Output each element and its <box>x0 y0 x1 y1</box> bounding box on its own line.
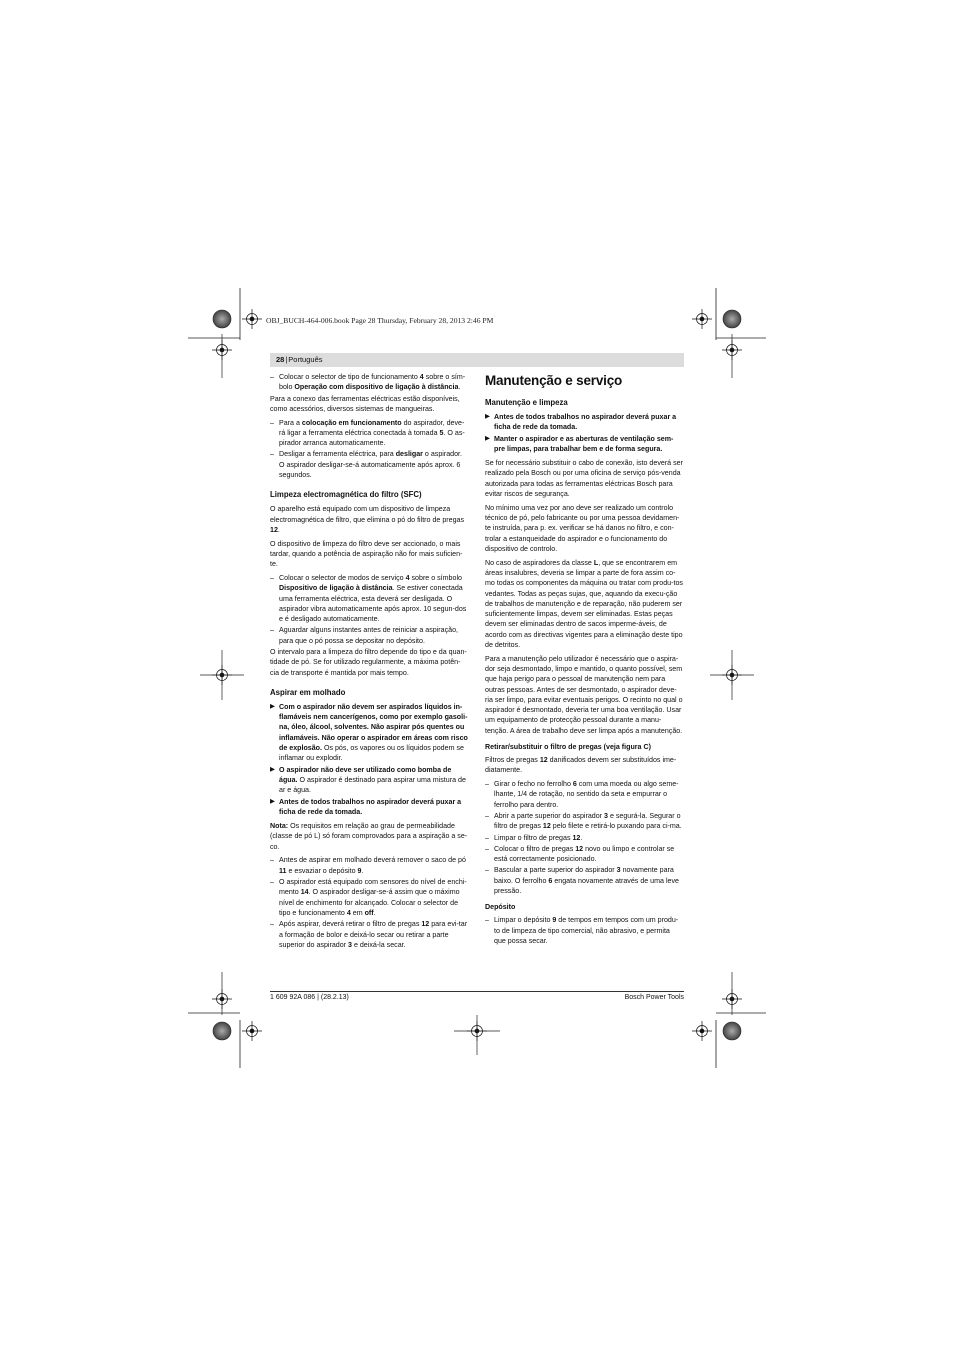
list-item: – Girar o fecho no ferrolho 6 com uma moeda ou algo seme-lhante, 1/4 de rotação, no sentido da seta e empurrar o ferrolho para dentro. <box>485 780 679 809</box>
warning-item: ▶ Manter o aspirador e as aberturas de ventilação sem-pre limpas, para trabalhar bem e de forma segura. <box>485 434 674 453</box>
list-item: – Colocar o filtro de pregas 12 novo ou limpo e controlar se está correctamente posicionado. <box>485 844 675 864</box>
dash-bullet: – <box>485 780 489 789</box>
list-item: – Colocar o selector de modos de serviço 4 sobre o símbolo Dispositivo de ligação à distância. Se estiver conectada uma ferramenta eléctrica, esta deverá ser desligada. O aspirador vibra automaticamente após aprox. 10 segun-dos e é desligado automaticamente. <box>270 573 467 624</box>
section-heading: Limpeza electromagnética do filtro (SFC) <box>270 490 422 500</box>
arrow-bullet-icon: ▶ <box>270 797 275 805</box>
right-column <box>485 372 683 947</box>
left-column <box>270 372 468 951</box>
section-heading: Aspirar em molhado <box>270 687 346 697</box>
paragraph: Para a manutenção pelo utilizador é necessário que o aspira-dor seja desmontado, limpo e mantido, o quanto possível, sem que haja perigo para o pessoal de manutenção nem para outras pessoas. Antes de ser desmontado, o aspirador deve-ria ser limpo, para evitar eventuais perigos. O recinto no qual o aspirador é desmontado, deveria ter uma boa ventilação. Usar um equipamento de protecção pessoal durante a manu-tenção. A área de trabalho deve ser limpa após a manutenção. <box>485 654 683 735</box>
warning-item: ▶ Antes de todos trabalhos no aspirador deverá puxar a ficha de rede da tomada. <box>270 797 462 816</box>
list-item: – Limpar o depósito 9 de tempos em tempos com um produ-to de limpeza de tipo comercial, não abrasivo, e permita que possa secar. <box>485 916 679 945</box>
list-item: – O aspirador está equipado com sensores do nível de enchi-mento 14. O aspirador desligar-se-á assim que o máximo nível de enchimento for alcançado. Colocar o selector de tipo e funcionamento 4 em off. <box>270 878 467 917</box>
dash-bullet: – <box>485 844 489 853</box>
dash-bullet: – <box>485 866 489 875</box>
list-item: – Limpar o filtro de pregas 12. <box>485 833 583 842</box>
paragraph: O dispositivo de limpeza do filtro deve ser accionado, o mais tardar, quando a potência de aspiração não for mais suficien-te. <box>270 539 463 569</box>
paragraph: Se for necessário substituir o cabo de conexão, isto deverá ser realizado pela Bosch ou por uma oficina de serviço pós-venda autorizada para todas as ferramentas eléctricas Bosch para evitar riscos de segurança. <box>485 459 683 499</box>
footer-document-code: 1 609 92A 086 | (28.2.13) <box>270 994 349 1001</box>
list-item: – Antes de aspirar em molhado deverá remover o saco de pó 11 e esvaziar o depósito 9. <box>270 856 466 875</box>
section-heading: Retirar/substituir o filtro de pregas (veja figura C) <box>485 743 651 752</box>
page-number: 28 <box>276 355 285 364</box>
list-item: – Desligar a ferramenta eléctrica, para desligar o aspirador. O aspirador desligar-se-á automaticamente após aprox. 6 segundos. <box>270 450 462 480</box>
page-header <box>270 353 684 367</box>
dash-bullet: – <box>485 833 489 842</box>
dash-bullet: – <box>270 573 274 582</box>
dash-bullet: – <box>270 626 274 635</box>
section-heading: Depósito <box>485 903 516 912</box>
dash-bullet: – <box>270 856 274 865</box>
list-item: – Após aspirar, deverá retirar o filtro de pregas 12 para evi-tar a formação de bolor e deixá-lo secar ou retirar a parte superior do aspirador 3 e deixá-la secar. <box>270 920 468 949</box>
dash-bullet: – <box>270 878 274 887</box>
arrow-bullet-icon: ▶ <box>270 702 275 710</box>
list-item: – Colocar o selector de tipo de funcionamento 4 sobre o sím-bolo Operação com dispositivo de ligação à distância. <box>270 373 466 392</box>
warning-item: ▶ Antes de todos trabalhos no aspirador deverá puxar a ficha de rede da tomada. <box>485 413 677 432</box>
page-title: Manutenção e serviço <box>485 373 623 388</box>
header-language: Português <box>288 355 323 364</box>
paragraph: Filtros de pregas 12 danificados devem ser substituídos ime-diatamente. <box>485 756 677 775</box>
arrow-bullet-icon: ▶ <box>270 765 275 773</box>
dash-bullet: – <box>485 916 489 925</box>
header-separator: | <box>285 355 288 364</box>
arrow-bullet-icon: ▶ <box>485 413 490 420</box>
paragraph: No caso de aspiradores da classe L, que se encontrarem em áreas insalubres, deveria se limpar a parte de fora assim co-mo todas os componentes da máquina ou tratar com produ-tos vedantes. Todas as peças sujas, que, aquando da execu-ção de trabalhos de manutenção e de reparação, não puderem ser suficientemente limpas, devem ser eliminadas. Estas peças devem ser eliminadas dentro de sacos imperme-áveis, de acordo com as directivas vigentes para a eliminação deste tipo de detritos. <box>485 558 683 650</box>
footer-rule <box>270 991 684 992</box>
section-heading: Manutenção e limpeza <box>485 398 568 407</box>
paragraph: Para a conexo das ferramentas eléctricas estão disponíveis, como acessórios, diversos sistemas de mangueiras. <box>270 394 460 413</box>
dash-bullet: – <box>270 920 274 929</box>
list-item: – Para a colocação em funcionamento do aspirador, deve-rá ligar a ferramenta eléctrica conectada à tomada 5. O as-pirador arranca automaticamente. <box>270 418 465 448</box>
warning-item: ▶ Com o aspirador não devem ser aspirados líquidos in-flamáveis nem cancerígenos, como por exemplo gasoli-na, óleo, álcool, solventes. Não aspirar pós quentes ou inflamáveis. Não operar o aspirador em áreas com risco de explosão. Os pós, os vapores ou os líquidos podem se inflamar ou explodir. <box>270 702 468 763</box>
paragraph: No mínimo uma vez por ano deve ser realizado um controlo técnico de pó, pelo fabricante ou por uma pessoa devidamen-te instruída, para p. ex. verificar se há danos no filtro, e con-trolar a estanqueidade do aspirador e o funcionamento do dispositivo de controlo. <box>485 503 680 553</box>
note: Nota: Os requisitos em relação ao grau de permeabilidade (classe de pó L) só foram comprovados para a aspiração a se-co. <box>270 822 468 851</box>
arrow-bullet-icon: ▶ <box>485 434 490 442</box>
paragraph: O intervalo para a limpeza do filtro depende do tipo e da quan-tidade de pó. Se for utilizado regularmente, a máxima potên-cia de transporte é mantida por mais tempo. <box>270 648 467 677</box>
dash-bullet: – <box>270 450 274 459</box>
dash-bullet: – <box>270 373 274 381</box>
footer-brand: Bosch Power Tools <box>624 994 684 1001</box>
warning-item: ▶ O aspirador não deve ser utilizado como bomba de água. O aspirador é destinado para aspirar uma mistura de ar e água. <box>270 765 466 795</box>
dash-bullet: – <box>270 418 274 427</box>
print-info: OBJ_BUCH-464-006.book Page 28 Thursday, February 28, 2013 2:46 PM <box>266 316 494 325</box>
list-item: – Abrir a parte superior do aspirador 3 e segurá-la. Segurar o filtro de pregas 12 pelo filete e retirá-lo puxando para ci-ma. <box>485 811 682 831</box>
dash-bullet: – <box>485 811 489 820</box>
list-item: – Bascular a parte superior do aspirador 3 novamente para baixo. O ferrolho 6 engata novamente através de uma leve pressão. <box>485 866 679 896</box>
paragraph: O aparelho está equipado com um dispositivo de limpeza electromagnética de filtro, que elimina o pó do filtro de pregas 12. <box>270 505 465 534</box>
list-item: – Aguardar alguns instantes antes de reiniciar a aspiração, para que o pó possa se depositar no depósito. <box>270 626 459 645</box>
